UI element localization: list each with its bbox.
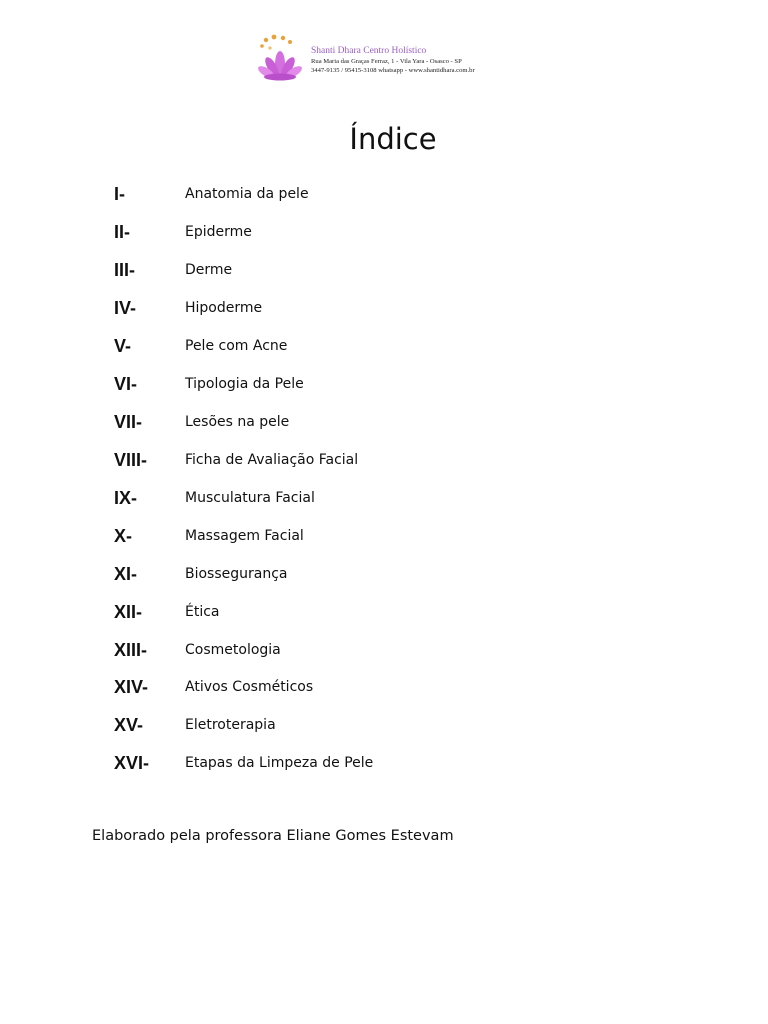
author-credit: Elaborado pela professora Eliane Gomes Estevam <box>92 828 454 844</box>
toc-title: Derme <box>185 262 233 278</box>
toc-number: IV- <box>114 298 137 318</box>
toc-number: XII- <box>114 602 143 622</box>
toc-number: I- <box>114 184 125 204</box>
toc-title: Epiderme <box>185 224 252 240</box>
toc-number: II- <box>114 222 130 242</box>
toc-title: Eletroterapia <box>185 717 276 733</box>
toc-number: VIII- <box>114 450 148 470</box>
toc-number: IX- <box>114 488 138 508</box>
toc-title: Massagem Facial <box>185 528 304 544</box>
org-name: Shanti Dhara Centro Holístico <box>311 46 427 56</box>
toc-number: XVI- <box>114 753 150 773</box>
toc-number: III- <box>114 260 135 280</box>
toc-title: Ativos Cosméticos <box>185 679 314 695</box>
toc-title: Etapas da Limpeza de Pele <box>185 755 374 771</box>
org-contact: 3447-9135 / 95415-3108 whatsapp - www.shantidhara.com.br <box>311 67 475 74</box>
toc-number: VII- <box>114 412 143 432</box>
toc-title: Ética <box>185 604 220 620</box>
toc-title: Cosmetologia <box>185 642 281 658</box>
toc-title: Hipoderme <box>185 300 263 316</box>
toc-title: Anatomia da pele <box>185 186 309 202</box>
org-address: Rua Maria das Graças Ferraz, 1 - Vila Yara - Osasco - SP <box>311 58 462 65</box>
toc-title: Ficha de Avaliação Facial <box>185 452 359 468</box>
toc-title: Musculatura Facial <box>185 490 315 506</box>
toc-title: Pele com Acne <box>185 338 288 354</box>
lotus-flower-icon <box>254 34 310 84</box>
toc-title: Tipologia da Pele <box>185 376 304 392</box>
toc-number: XI- <box>114 564 138 584</box>
toc-number: XIV- <box>114 677 149 697</box>
letterhead <box>254 28 518 88</box>
toc-number: X- <box>114 526 132 546</box>
toc-title: Biossegurança <box>185 566 288 582</box>
toc-number: XV- <box>114 715 144 735</box>
toc-number: XIII- <box>114 640 148 660</box>
toc-title: Lesões na pele <box>185 414 290 430</box>
toc-number: V- <box>114 336 132 356</box>
toc-number: VI- <box>114 374 138 394</box>
page-title: Índice <box>349 122 437 156</box>
